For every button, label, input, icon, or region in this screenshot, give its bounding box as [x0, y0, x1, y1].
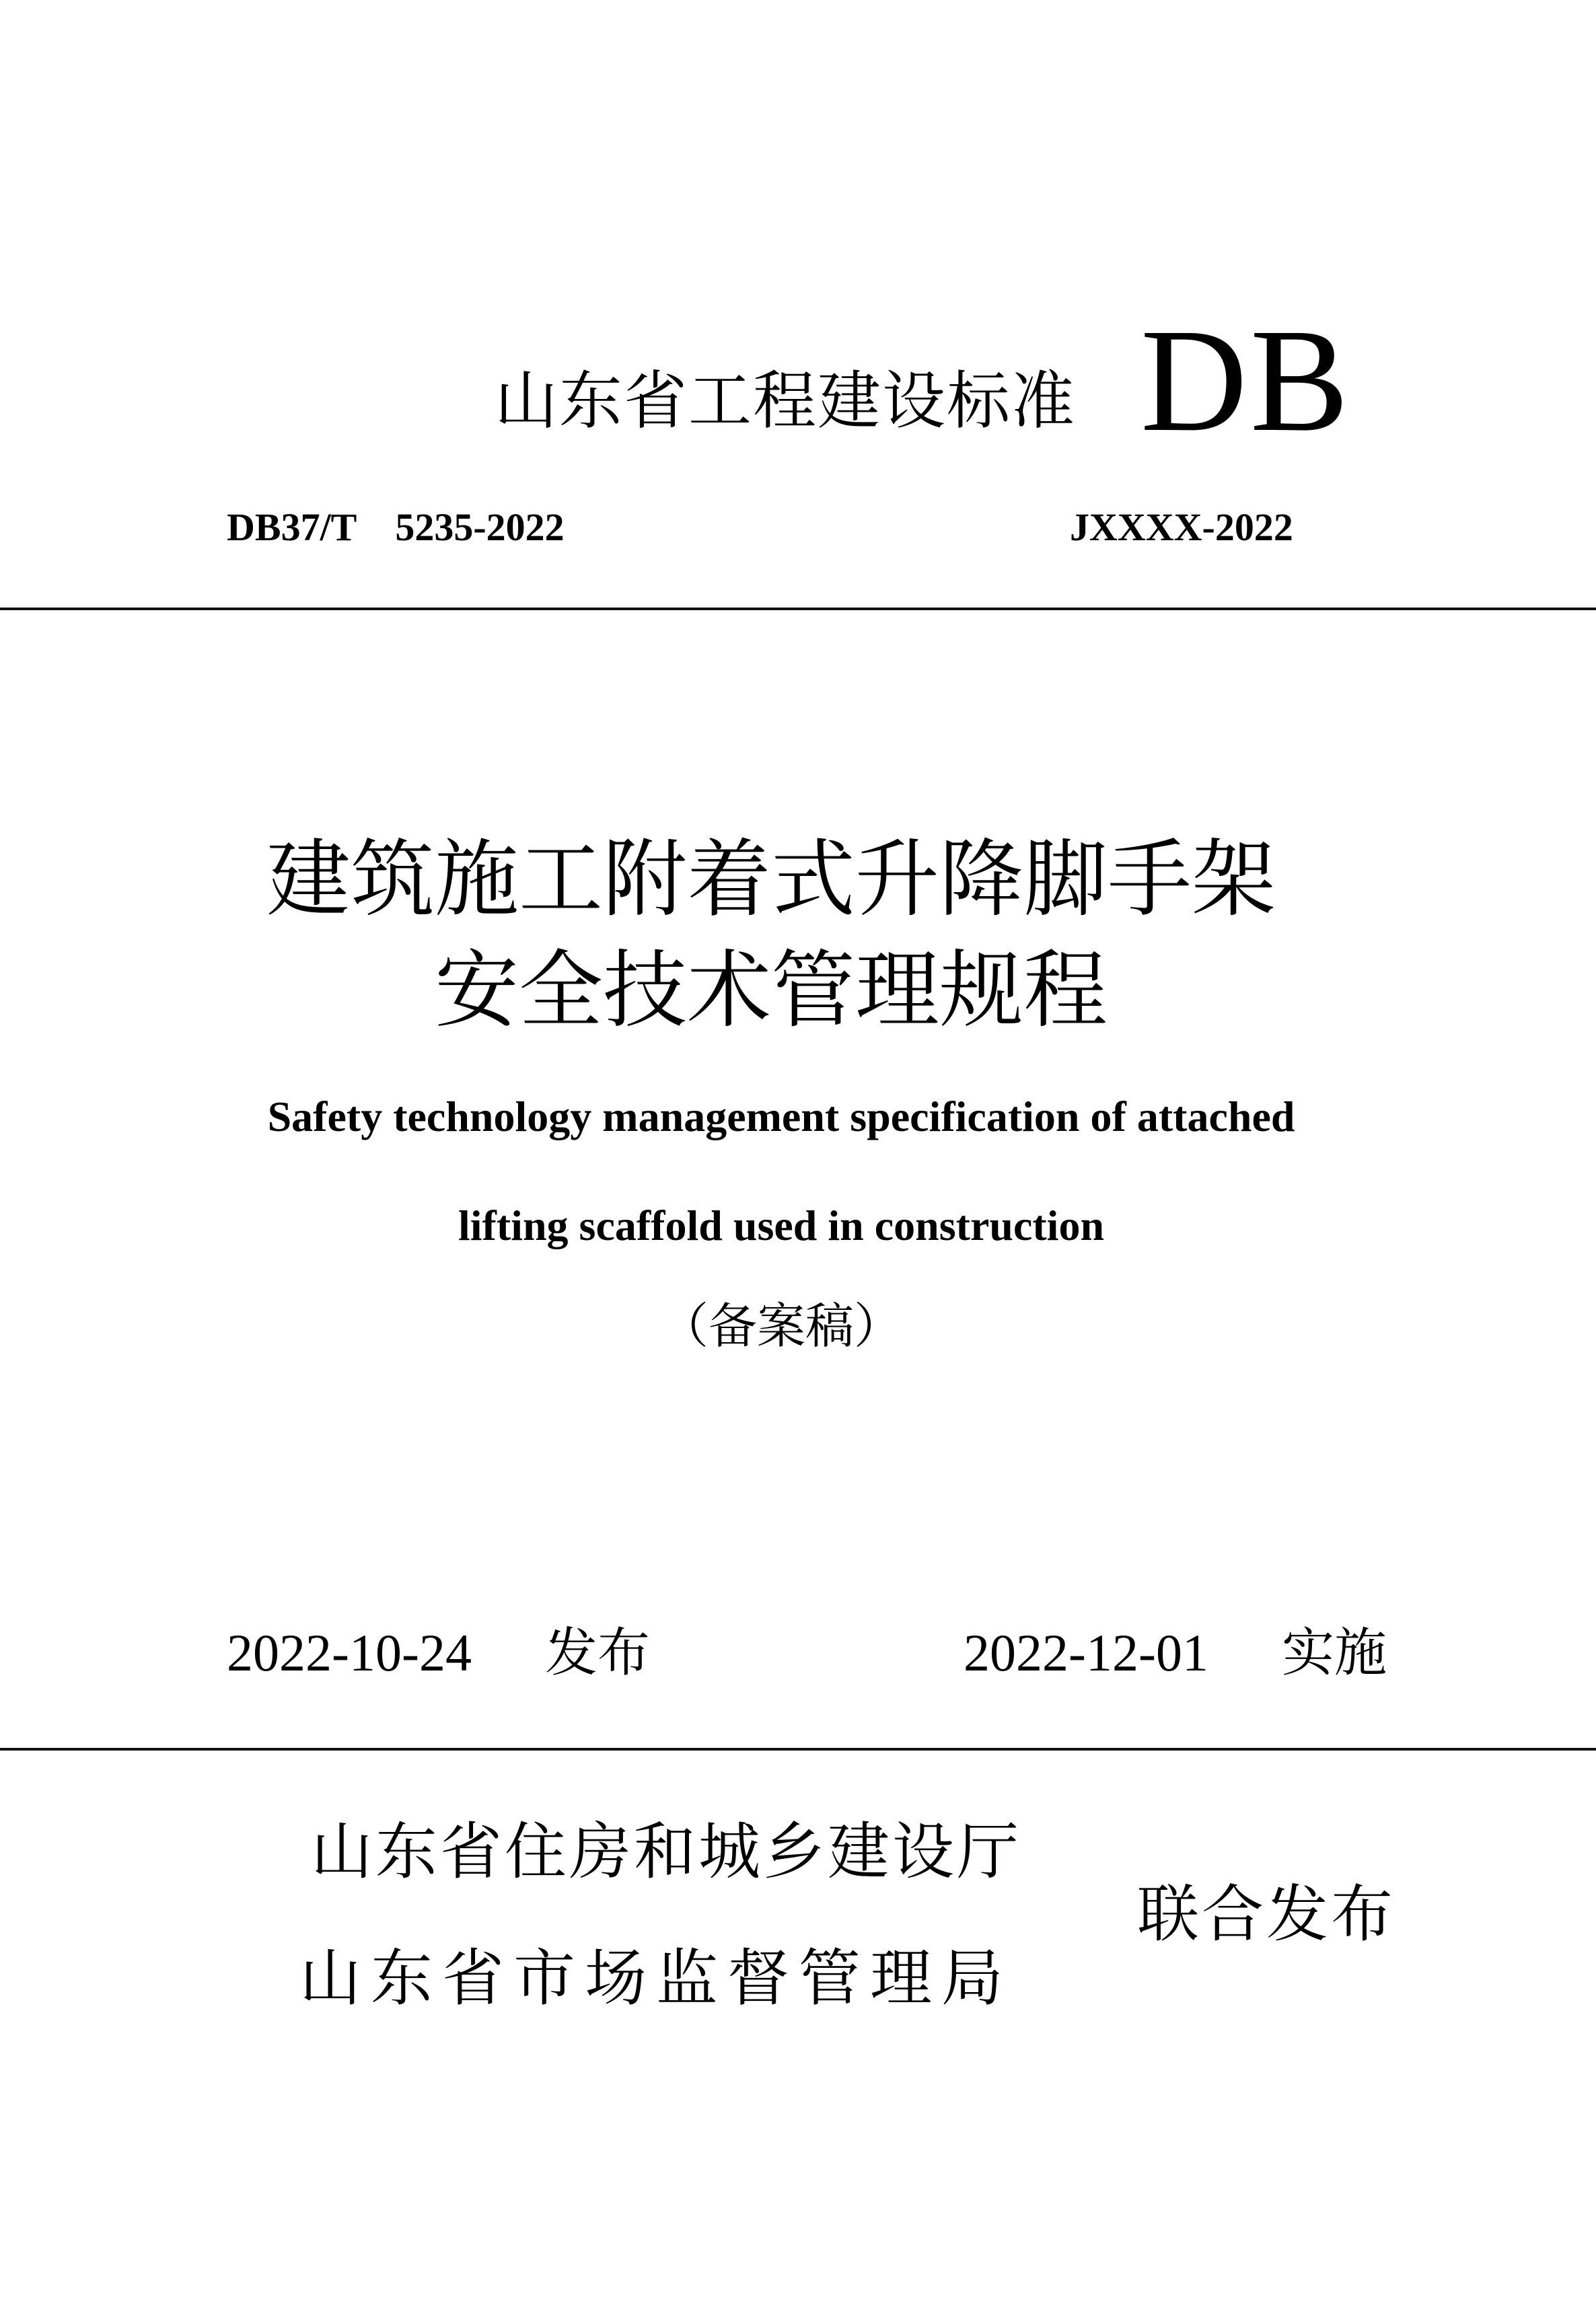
draft-note: （备案稿）: [659, 1298, 902, 1354]
title-cn-line1: 建筑施工附着式升降脚手架: [266, 831, 1276, 928]
title-cn-line2: 安全技术管理规程: [435, 942, 1108, 1039]
standard-type-heading: 山东省工程建设标准: [495, 365, 1077, 438]
publisher-market-bureau: 山东省市场监督管理局: [299, 1942, 1013, 2014]
issue-label: 发布: [545, 1623, 651, 1683]
bottom-divider: [0, 1748, 1596, 1751]
top-divider: [0, 608, 1596, 610]
publisher-housing-department: 山东省住房和城乡建设厅: [311, 1816, 1022, 1888]
issue-date: 2022-10-24: [227, 1623, 472, 1682]
record-code: JXXXX-2022: [1070, 505, 1293, 549]
standard-code: DB37/T 5235-2022: [227, 505, 565, 549]
implement-label: 实施: [1282, 1623, 1387, 1683]
joint-publish-label: 联合发布: [1137, 1878, 1396, 1950]
title-en-line2: lifting scaffold used in construction: [458, 1202, 1105, 1249]
title-en-line1: Safety technology management specification of attached: [267, 1093, 1295, 1140]
implement-date: 2022-12-01: [964, 1623, 1208, 1682]
db-logo: DB: [1140, 298, 1352, 462]
